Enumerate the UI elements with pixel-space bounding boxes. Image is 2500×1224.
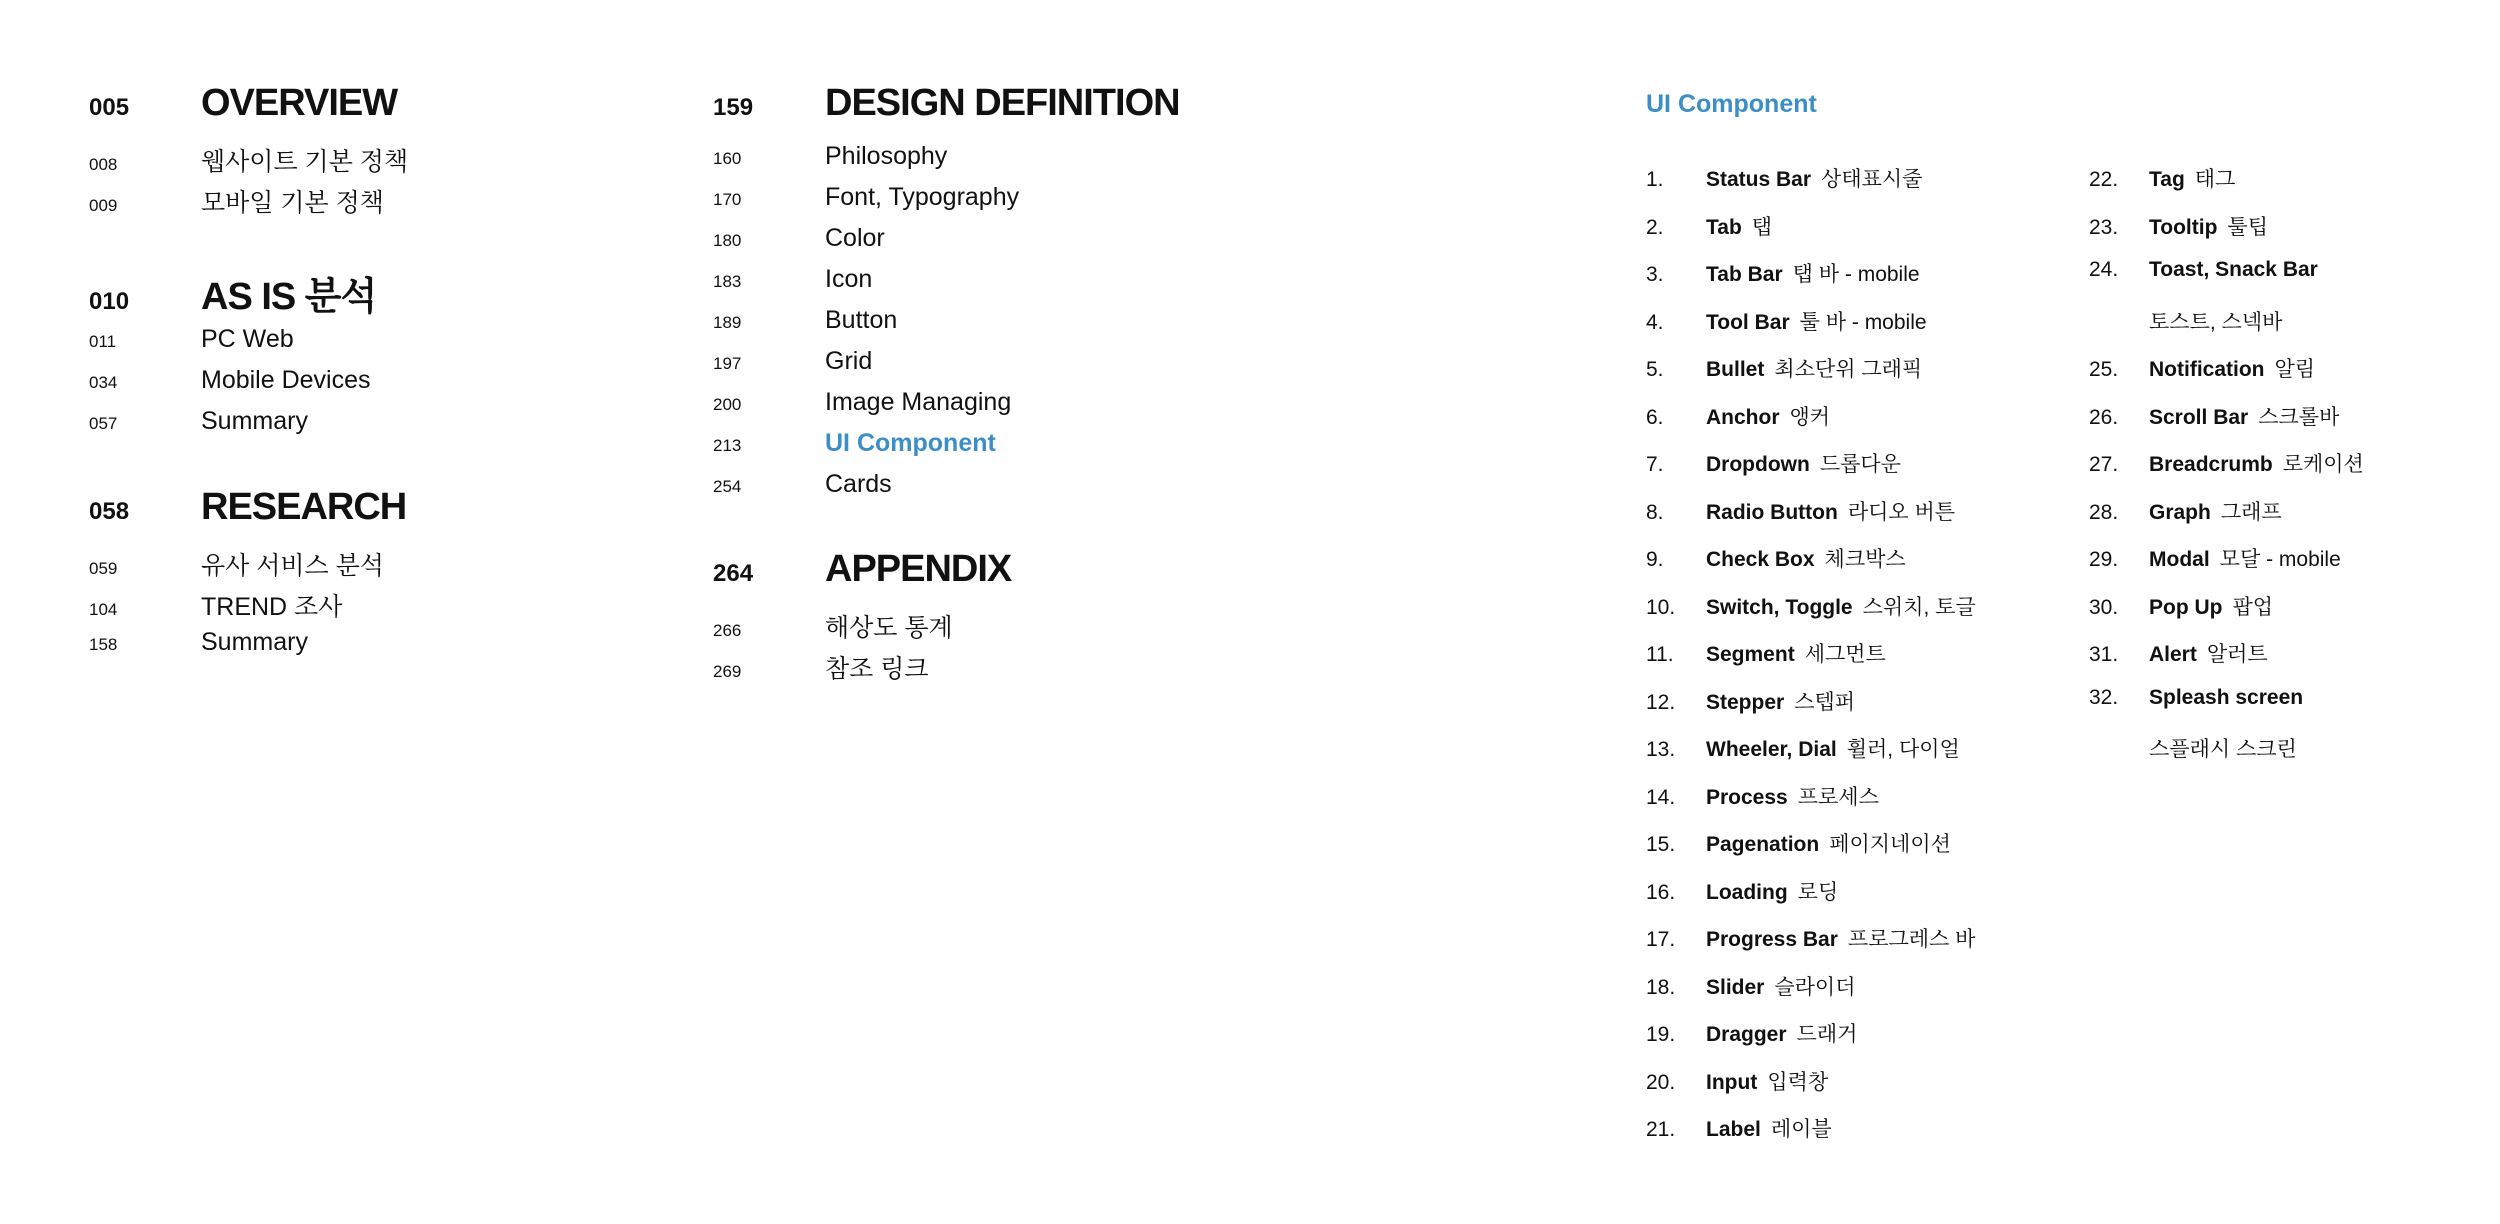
toc-item[interactable] [713, 470, 1473, 511]
component-name: Tab Bar [1706, 263, 1783, 286]
component-name: Dragger [1706, 1023, 1787, 1046]
component-number: 32. [2089, 685, 2119, 709]
component-item[interactable] [1646, 306, 2086, 354]
toc-item-page: 011 [89, 332, 117, 351]
component-name: Tooltip [2149, 215, 2218, 239]
toc-item-label: Philosophy [825, 142, 948, 170]
toc-item-label: Grid [825, 347, 873, 375]
component-number: 4. [1646, 310, 1664, 334]
section-asis [89, 265, 649, 448]
toc-item-label: Font, Typography [825, 183, 1020, 211]
component-name-ko: 팝업 [2232, 595, 2274, 619]
component-name: Progress Bar [1706, 928, 1838, 951]
component-number: 25. [2089, 358, 2119, 381]
toc-item[interactable] [713, 306, 1473, 347]
component-number: 26. [2089, 405, 2119, 429]
component-name-ko: 체크박스 [1824, 548, 1906, 571]
component-name-ko: 페이지네이션 [1829, 833, 1951, 856]
component-item[interactable] [1646, 638, 2086, 686]
component-list-a [1646, 163, 2086, 1161]
toc-item[interactable] [89, 407, 649, 448]
component-number: 6. [1646, 405, 1664, 429]
component-name-ko: 레이블 [1770, 1118, 1832, 1141]
component-item[interactable] [1646, 1018, 2086, 1066]
component-item[interactable] [1646, 163, 2086, 211]
component-number: 21. [1646, 1118, 1676, 1141]
component-number: 5. [1646, 358, 1664, 381]
toc-item-label: Color [825, 224, 885, 252]
toc-item[interactable] [713, 265, 1473, 306]
toc-item-label: Mobile Devices [201, 366, 371, 394]
component-number: 30. [2089, 595, 2119, 619]
component-name: Tool Bar [1706, 310, 1790, 334]
component-name-ko: 스크롤바 [2258, 405, 2340, 429]
component-item[interactable] [1646, 923, 2086, 971]
section-heading[interactable] [89, 486, 649, 538]
toc-item[interactable] [713, 142, 1473, 183]
ui-component-title: UI Component [1646, 90, 1817, 118]
section-page-number: 058 [89, 498, 130, 525]
toc-item[interactable] [89, 587, 649, 628]
component-item[interactable] [1646, 591, 2086, 639]
component-name-ko: 탭 바 - mobile [1792, 263, 1920, 286]
component-number: 28. [2089, 500, 2119, 524]
component-item[interactable] [1646, 353, 2086, 401]
component-name: Label [1706, 1118, 1761, 1141]
component-item[interactable] [2089, 448, 2469, 496]
component-name: Bullet [1706, 358, 1765, 381]
component-name-ko: 앵커 [1789, 405, 1831, 429]
toc-item-page: 266 [713, 621, 742, 640]
component-item[interactable] [2089, 258, 2469, 306]
toc-item-page: 059 [89, 559, 118, 578]
section-page-number: 005 [89, 94, 130, 121]
component-name: Check Box [1706, 548, 1815, 571]
component-name: Notification [2149, 358, 2265, 381]
component-number: 29. [2089, 548, 2119, 571]
toc-item-page: 213 [713, 436, 742, 455]
component-name: Dropdown [1706, 453, 1810, 476]
toc-item-label: Summary [201, 407, 308, 435]
section-title: OVERVIEW [201, 82, 398, 124]
toc-item-label: TREND 조사 [201, 593, 343, 621]
section-overview [89, 82, 649, 224]
section-page-number: 264 [713, 560, 754, 587]
component-name: Input [1706, 1070, 1758, 1094]
component-item[interactable] [2089, 163, 2469, 211]
component-number: 13. [1646, 738, 1676, 761]
component-item[interactable] [2089, 591, 2469, 639]
component-number: 27. [2089, 453, 2119, 476]
component-number: 2. [1646, 215, 1664, 239]
component-name-ko: 상태표시줄 [1821, 168, 1923, 191]
toc-item[interactable] [89, 546, 649, 587]
component-item[interactable] [2089, 543, 2469, 591]
toc-item-label: Icon [825, 265, 873, 293]
toc-item-page: 269 [713, 662, 742, 681]
component-item[interactable] [1646, 543, 2086, 591]
toc-item-page: 189 [713, 313, 742, 332]
component-name: Anchor [1706, 405, 1780, 429]
component-name-ko: 드롭다운 [1819, 453, 1901, 476]
component-name: Toast, Snack Bar [2149, 258, 2318, 281]
toc-item[interactable] [713, 608, 1473, 649]
component-number: 1. [1646, 168, 1664, 191]
component-item[interactable] [1646, 401, 2086, 449]
component-name: Pop Up [2149, 595, 2223, 619]
component-name: Tab [1706, 215, 1742, 239]
component-name: Radio Button [1706, 500, 1838, 524]
toc-item-label: 웹사이트 기본 정책 [201, 148, 409, 176]
component-number: 3. [1646, 263, 1664, 286]
toc-item-label: 참조 링크 [825, 655, 929, 683]
toc-item-label: Button [825, 306, 898, 334]
component-item[interactable] [2089, 211, 2469, 259]
component-name-ko: 휠러, 다이얼 [1846, 738, 1960, 761]
component-name-ko: 태그 [2194, 168, 2236, 191]
component-name-ko: 로딩 [1797, 880, 1839, 904]
section-page-number: 010 [89, 288, 130, 315]
component-number: 22. [2089, 168, 2119, 191]
component-name-ko: 스위치, 토글 [1862, 595, 1976, 619]
component-name-ko: 툴팁 [2227, 215, 2268, 239]
toc-item-page: 158 [89, 635, 118, 654]
component-name-ko: 드래거 [1796, 1023, 1858, 1046]
toc-item-page: 104 [89, 600, 118, 619]
toc-item-label: UI Component [825, 429, 996, 457]
section-design-definition [713, 82, 1473, 511]
component-name-ko: 알러트 [2206, 643, 2268, 666]
toc-item[interactable] [713, 388, 1473, 429]
toc-item[interactable] [713, 224, 1473, 265]
component-name: Modal [2149, 548, 2210, 571]
component-name-ko: 슬라이더 [1774, 975, 1856, 999]
toc-item-active[interactable] [713, 429, 1473, 470]
toc-item-label: 해상도 통계 [825, 614, 953, 642]
component-number: 10. [1646, 595, 1676, 619]
component-name: Tag [2149, 168, 2185, 191]
component-name-ko: 알림 [2274, 358, 2316, 381]
component-name: Switch, Toggle [1706, 595, 1853, 619]
component-item[interactable] [1646, 876, 2086, 924]
toc-item[interactable] [89, 325, 649, 366]
component-name: Segment [1706, 643, 1795, 666]
toc-item[interactable] [89, 366, 649, 407]
component-name: Process [1706, 785, 1788, 809]
toc-item-label: Cards [825, 470, 892, 498]
toc-item-page: 197 [713, 354, 742, 373]
toc-item-page: 160 [713, 149, 742, 168]
component-item[interactable] [1646, 496, 2086, 544]
toc-item-page: 008 [89, 155, 118, 174]
component-item[interactable] [1646, 828, 2086, 876]
component-name-ko-continued: 스플래시 스크린 [2149, 738, 2297, 761]
component-number: 14. [1646, 785, 1676, 809]
toc-item[interactable] [89, 183, 649, 224]
toc-item-page: 170 [713, 190, 742, 209]
toc-item[interactable] [713, 649, 1473, 690]
component-item[interactable] [1646, 211, 2086, 259]
component-name: Wheeler, Dial [1706, 738, 1837, 761]
toc-item-page: 057 [89, 414, 118, 433]
component-item[interactable] [1646, 686, 2086, 734]
toc-item-label: 모바일 기본 정책 [201, 189, 384, 217]
component-name-ko: 세그먼트 [1804, 643, 1886, 666]
component-number: 20. [1646, 1070, 1676, 1094]
component-item[interactable] [1646, 448, 2086, 496]
component-number: 15. [1646, 833, 1676, 856]
component-name-ko-continued: 토스트, 스넥바 [2149, 310, 2283, 334]
section-heading[interactable] [713, 82, 1473, 134]
section-title: AS IS 분석 [201, 276, 377, 318]
component-item[interactable] [1646, 1113, 2086, 1161]
component-name-ko: 스텝퍼 [1794, 690, 1856, 714]
component-item[interactable] [1646, 1066, 2086, 1114]
toc-item[interactable] [89, 142, 649, 183]
toc-item-label: 유사 서비스 분석 [201, 552, 384, 580]
component-name-ko: 입력창 [1767, 1070, 1829, 1094]
component-item[interactable] [2089, 686, 2469, 734]
component-item[interactable] [2089, 401, 2469, 449]
section-heading[interactable] [713, 548, 1473, 600]
component-name: Breadcrumb [2149, 453, 2273, 476]
component-number: 7. [1646, 453, 1664, 476]
component-item[interactable] [1646, 258, 2086, 306]
component-name-ko: 모달 - mobile [2219, 548, 2341, 571]
toc-item-page: 009 [89, 196, 118, 215]
section-page-number: 159 [713, 94, 754, 121]
component-number: 24. [2089, 258, 2119, 281]
component-item[interactable] [2089, 496, 2469, 544]
component-name: Pagenation [1706, 833, 1820, 856]
component-item[interactable] [2089, 353, 2469, 401]
component-name: Loading [1706, 880, 1788, 904]
component-number: 8. [1646, 500, 1664, 524]
toc-item-label: PC Web [201, 325, 294, 353]
toc-item-page: 183 [713, 272, 742, 291]
component-name-ko: 최소단위 그래픽 [1774, 358, 1923, 381]
toc-item-page: 034 [89, 373, 118, 392]
component-item[interactable] [1646, 781, 2086, 829]
component-name: Slider [1706, 975, 1765, 999]
component-item[interactable] [1646, 971, 2086, 1019]
component-item[interactable] [2089, 638, 2469, 686]
component-name: Status Bar [1706, 168, 1812, 191]
toc-item[interactable] [713, 347, 1473, 388]
component-number: 31. [2089, 643, 2119, 666]
section-appendix [713, 548, 1473, 690]
component-list-b [2089, 163, 2469, 781]
toc-item-label: Image Managing [825, 388, 1012, 416]
component-name-ko: 라디오 버튼 [1847, 500, 1956, 524]
component-name-ko: 프로세스 [1797, 785, 1879, 809]
component-name: Spleash screen [2149, 685, 2304, 709]
section-title: DESIGN DEFINITION [825, 82, 1180, 124]
toc-item[interactable] [713, 183, 1473, 224]
section-title: RESEARCH [201, 486, 407, 528]
component-name-ko: 로케이션 [2282, 453, 2364, 476]
component-name-ko: 툴 바 - mobile [1799, 310, 1927, 334]
component-number: 18. [1646, 975, 1676, 999]
toc-item-label: Summary [201, 628, 308, 656]
toc-item-page: 254 [713, 477, 742, 496]
component-number: 16. [1646, 880, 1676, 904]
section-research [89, 486, 649, 669]
component-number: 23. [2089, 215, 2119, 239]
component-number: 12. [1646, 690, 1676, 714]
component-name-ko: 탭 [1751, 215, 1773, 239]
section-heading[interactable] [89, 265, 649, 317]
section-title: APPENDIX [825, 548, 1012, 590]
component-number: 9. [1646, 548, 1664, 571]
toc-item-page: 180 [713, 231, 742, 250]
component-item[interactable] [1646, 733, 2086, 781]
section-heading[interactable] [89, 82, 649, 134]
component-name: Alert [2149, 643, 2197, 666]
component-number: 11. [1646, 643, 1674, 666]
toc-item-page: 200 [713, 395, 742, 414]
component-name: Stepper [1706, 690, 1785, 714]
component-name: Scroll Bar [2149, 405, 2249, 429]
component-name: Graph [2149, 500, 2211, 524]
component-name-ko: 프로그레스 바 [1847, 928, 1976, 951]
component-name-ko: 그래프 [2220, 500, 2282, 524]
component-number: 19. [1646, 1023, 1676, 1046]
component-number: 17. [1646, 928, 1676, 951]
toc-item[interactable] [89, 628, 649, 669]
